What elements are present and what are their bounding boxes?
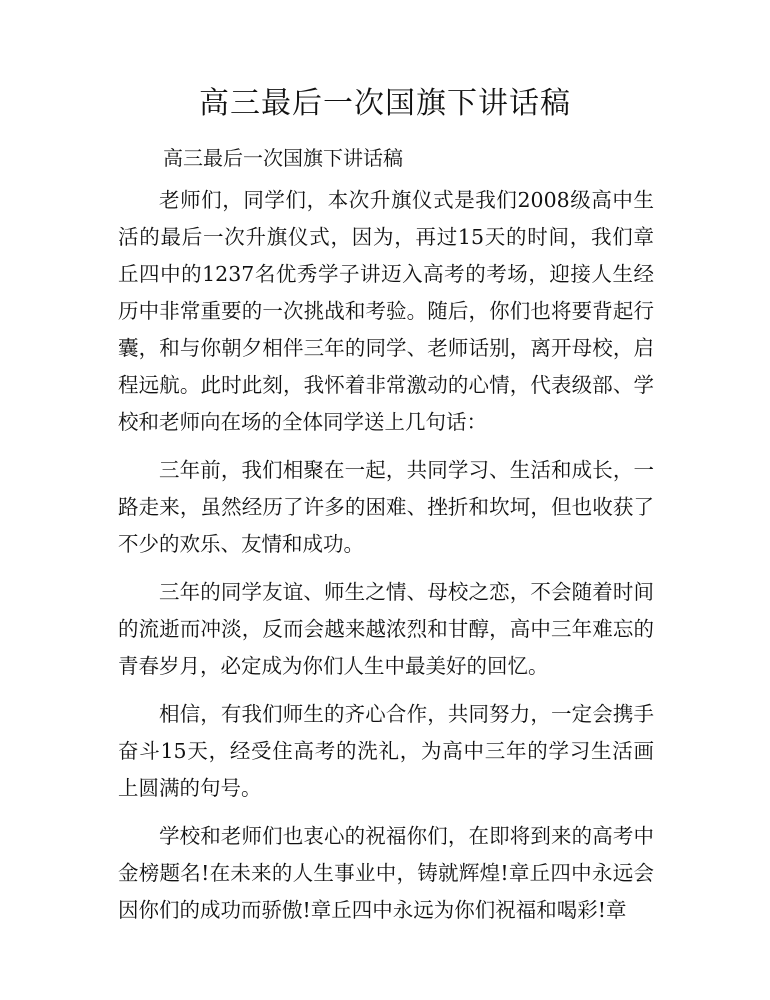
paragraph: 三年的同学友谊、师生之情、母校之恋，不会随着时间的流逝而冲淡，反而会越来越浓烈和甘醇，高中三年难忘的青春岁月，必定成为你们人生中最美好的回忆。: [118, 580, 654, 678]
document-body: [118, 182, 654, 940]
paragraph: 学校和老师们也衷心的祝福你们，在即将到来的高考中金榜题名!在未来的人生事业中，铸就辉煌!章丘四中永远会因你们的成功而骄傲!章丘四中永远为你们祝福和喝彩!章: [118, 824, 654, 922]
paragraph: 相信，有我们师生的齐心合作，共同努力，一定会携手奋斗15天，经受住高考的洗礼，为高中三年的学习生活画上圆满的句号。: [118, 702, 654, 800]
paragraph: 三年前，我们相聚在一起，共同学习、生活和成长，一路走来，虽然经历了许多的困难、挫折和坎坷，但也收获了不少的欢乐、友情和成功。: [118, 458, 654, 556]
document-title: 高三最后一次国旗下讲话稿: [199, 86, 571, 121]
document-subtitle: 高三最后一次国旗下讲话稿: [163, 146, 403, 170]
paragraph: 老师们，同学们，本次升旗仪式是我们2008级高中生活的最后一次升旗仪式，因为，再过15天的时间，我们章丘四中的1237名优秀学子讲迈入高考的考场，迎接人生经历中非常重要的一次挑战和考验。随后，你们也将要背起行囊，和与你朝夕相伴三年的同学、老师话别，离开母校，启程远航。此时此刻，我怀着非常激动的心情，代表级部、学校和老师向在场的全体同学送上几句话：: [118, 188, 654, 434]
